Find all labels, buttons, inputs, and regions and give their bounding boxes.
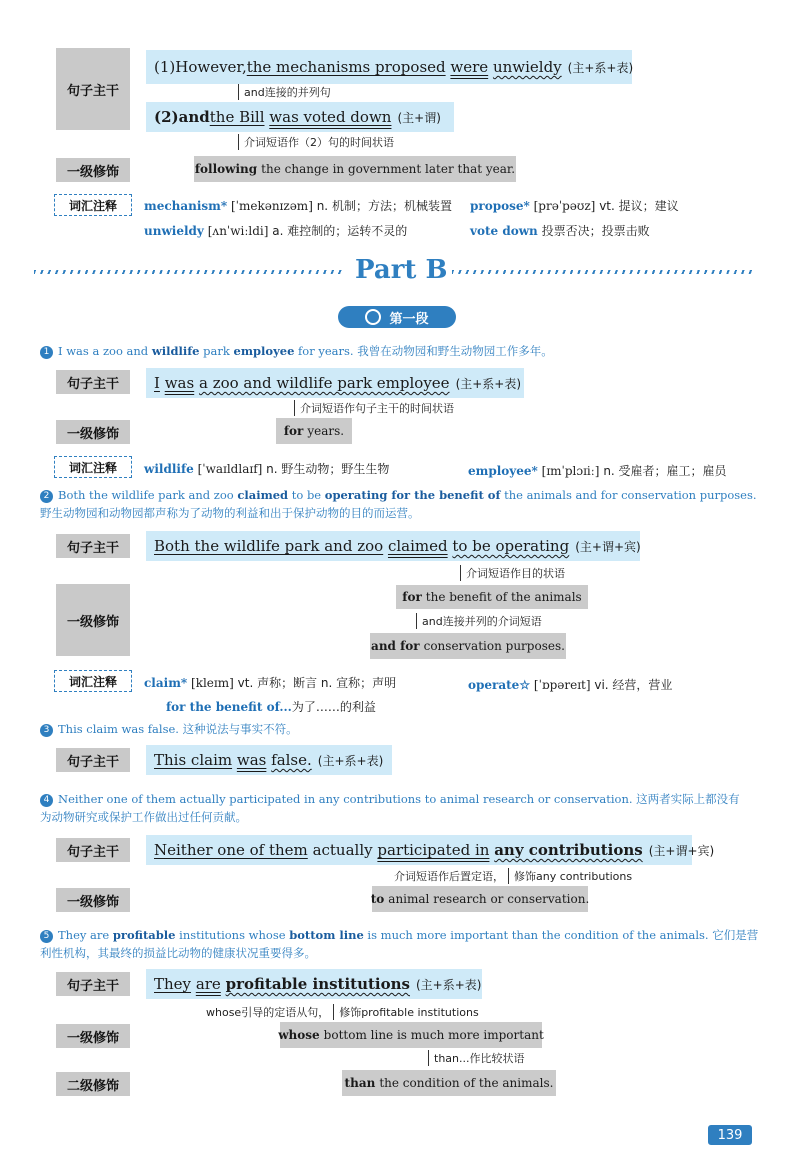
subject: the Bill	[209, 108, 265, 126]
annotation: 介词短语作（2）句的时间状语	[238, 134, 394, 150]
modifier-bar: to animal research or conservation.	[372, 886, 588, 912]
verb: was voted down	[269, 108, 392, 126]
sentence-1: 1 I was a zoo and wildlife park employee for years. 我曾在动物园和野生动物园工作多年。	[40, 342, 760, 360]
vocab-entry: employee* [ɪmˈplɔɪiː] n. 受雇者；雇工；雇员	[468, 464, 727, 478]
annotation: than...作比较状语	[428, 1050, 525, 1066]
vocab-entry: for the benefit of...为了……的利益	[166, 700, 376, 714]
vocab-entry: unwieldy [ʌnˈwiːldi] a. 难控制的；运转不灵的	[144, 224, 408, 238]
sentence-4: 4 Neither one of them actually participated in any contributions to animal research or conservation. 这两者实际上都没有 为动物研究或保护工作做出过任何贡献。	[40, 792, 740, 824]
main-label: 句子主干	[56, 748, 130, 772]
section-badge	[338, 306, 456, 328]
modifier-bar: than the condition of the animals.	[342, 1070, 556, 1096]
divider-left	[34, 270, 342, 274]
modifier-bar: for years.	[276, 418, 352, 444]
main-sentence-bar: They are profitable institutions (主+系+表)	[146, 969, 482, 999]
vocab-label: 词汇注释	[54, 670, 132, 692]
sentence-5: 5 They are profitable institutions whose bottom line is much more important than the condition of the animals. 它们是营 利性机构，其最终的损益比动物的健康状况重要得多。	[40, 928, 759, 960]
vocab-entry: wildlife [ˈwaɪldlaɪf] n. 野生动物；野生生物	[144, 462, 390, 476]
main-sentence-bar: This claim was false. (主+系+表)	[146, 745, 392, 775]
vocab-entry: mechanism* [ˈmekənɪzəm] n. 机制；方法；机械装置	[144, 199, 452, 213]
sentence-connector: (1)However,	[154, 58, 247, 76]
annotation: and连接并列的介词短语	[416, 613, 542, 629]
level1-label: 一级修饰	[56, 158, 130, 182]
sentence-3: 3 This claim was false. 这种说法与事实不符。	[40, 720, 760, 738]
main-label: 句子主干	[56, 534, 130, 558]
complement: unwieldy	[492, 58, 562, 76]
part-title: Part B	[355, 255, 448, 285]
magnifier-icon	[365, 309, 381, 325]
section-label: 第一段	[389, 311, 429, 327]
level2-label: 二级修饰	[56, 1072, 130, 1096]
sentence-pattern: (主+谓)	[397, 110, 441, 125]
sentence-2: 2 Both the wildlife park and zoo claimed to be operating for the benefit of the animals and for conservation purposes. 野生动物园和动物园都声称为了动物的利益和出于保护动物的目的而运营。	[40, 488, 757, 520]
vocab-label: 词汇注释	[54, 456, 132, 478]
main-sentence-bar: Both the wildlife park and zoo claimed to be operating (主+谓+宾)	[146, 531, 640, 561]
modifier-bar: and for conservation purposes.	[370, 633, 566, 659]
page-number: 139	[708, 1125, 752, 1145]
annotation: 介词短语作目的状语	[460, 565, 565, 581]
vocab-entry: propose* [prəˈpəʊz] vt. 提议；建议	[470, 199, 679, 213]
main-label: 句子主干	[56, 48, 130, 130]
sentence-number: 5	[40, 930, 53, 943]
level1-label: 一级修饰	[56, 420, 130, 444]
modifier-bar: for the benefit of the animals	[396, 585, 588, 609]
main-label: 句子主干	[56, 972, 130, 996]
main-label: 句子主干	[56, 838, 130, 862]
level1-label: 一级修饰	[56, 1024, 130, 1048]
vocab-entry: claim* [kleɪm] vt. 声称；断言 n. 宣称；声明	[144, 676, 397, 690]
level1-label: 一级修饰	[56, 888, 130, 912]
main-sentence-bar: Neither one of them actually participated in any contributions (主+谓+宾)	[146, 835, 692, 865]
sentence-number: 1	[40, 346, 53, 359]
sentence-pattern: (主+系+表)	[567, 60, 634, 75]
modifier-bar: whose bottom line is much more important	[280, 1022, 542, 1048]
level1-label: 一级修饰	[56, 584, 130, 656]
linking-verb: were	[450, 58, 489, 76]
main-sentence-bar	[146, 50, 632, 84]
sentence-number: 2	[40, 490, 53, 503]
vocab-label: 词汇注释	[54, 194, 132, 216]
sentence-number: 3	[40, 724, 53, 737]
subject: the mechanisms proposed	[246, 58, 446, 76]
annotation: and连接的并列句	[238, 84, 331, 100]
modifier-bar: following the change in government later that year.	[194, 156, 516, 182]
sentence-number: 4	[40, 794, 53, 807]
main-sentence-bar: I was a zoo and wildlife park employee (主+系+表)	[146, 368, 524, 398]
vocab-entry: operate☆ [ˈɒpəreɪt] vi. 经营，营业	[468, 678, 673, 692]
annotation: whose引导的定语从句， 修饰profitable institutions	[206, 1006, 479, 1019]
sentence-connector: (2)and	[154, 108, 210, 126]
main-label: 句子主干	[56, 370, 130, 394]
annotation: 介词短语作句子主干的时间状语	[294, 400, 454, 416]
vocab-entry: vote down 投票否决；投票击败	[470, 224, 650, 238]
annotation: 介词短语作后置定语， 修饰any contributions	[394, 870, 633, 883]
divider-right	[452, 270, 752, 274]
main-sentence-bar	[146, 102, 454, 132]
